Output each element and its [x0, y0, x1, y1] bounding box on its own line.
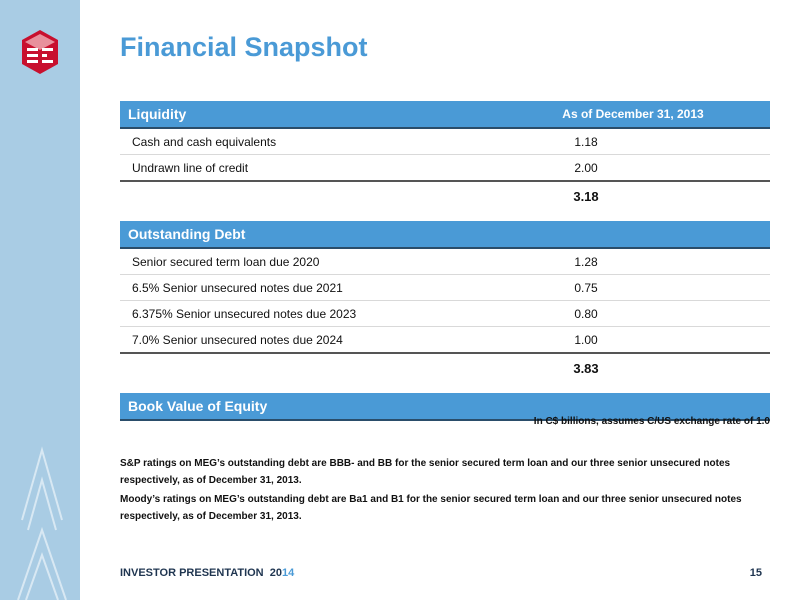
footer-text: INVESTOR PRESENTATION	[120, 567, 264, 579]
row-value: 1.18	[574, 134, 598, 149]
row-value: 2.00	[574, 160, 598, 175]
liquidity-header	[120, 101, 770, 129]
as-of-date: As of December 31, 2013	[562, 107, 704, 121]
liquidity-total	[120, 182, 770, 210]
table-row	[120, 249, 770, 275]
units-note: In C$ billions, assumes C/US exchange rate of 1.0	[533, 416, 770, 427]
debt-header-label: Outstanding Debt	[128, 226, 246, 242]
debt-header	[120, 221, 770, 249]
equity-header-label: Book Value of Equity	[128, 398, 268, 414]
table-row	[120, 129, 770, 155]
sidebar-band	[0, 0, 80, 600]
sidebar-chevron-decoration	[0, 440, 80, 600]
table-row	[120, 275, 770, 301]
table-row	[120, 155, 770, 182]
row-label: 7.0% Senior unsecured notes due 2024	[132, 332, 343, 347]
total-value: 3.18	[573, 188, 599, 204]
financial-table	[120, 101, 770, 421]
liquidity-header-label: Liquidity	[128, 106, 187, 122]
table-row	[120, 301, 770, 327]
total-value: 3.83	[573, 360, 599, 376]
row-label: Cash and cash equivalents	[132, 134, 277, 149]
sp-ratings-paragraph: S&P ratings on MEG’s outstanding debt are BBB- and BB for the senior secured term loan and our three senior unsecured notes respectively, as of December 31, 2013.	[120, 458, 731, 486]
footer-label	[120, 567, 294, 579]
row-value: 1.28	[574, 254, 598, 269]
row-value: 0.75	[574, 280, 598, 295]
row-label: Senior secured term loan due 2020	[132, 254, 320, 269]
row-value: 1.00	[574, 332, 598, 347]
row-label: Undrawn line of credit	[132, 160, 249, 175]
page-title: Financial Snapshot	[120, 32, 368, 62]
debt-total	[120, 354, 770, 382]
footer-year-prefix: 20	[269, 567, 283, 579]
row-label: 6.5% Senior unsecured notes due 2021	[132, 280, 343, 295]
meg-logo-icon	[22, 30, 58, 74]
moodys-ratings-paragraph: Moody’s ratings on MEG’s outstanding debt are Ba1 and B1 for the senior secured term loan and our three senior unsecured notes respectively, as of December 31, 2013.	[120, 494, 742, 522]
row-label: 6.375% Senior unsecured notes due 2023	[132, 306, 357, 321]
page-number: 15	[749, 567, 762, 579]
footer-year-suffix: 14	[282, 567, 295, 579]
row-value: 0.80	[574, 306, 598, 321]
table-row	[120, 327, 770, 354]
